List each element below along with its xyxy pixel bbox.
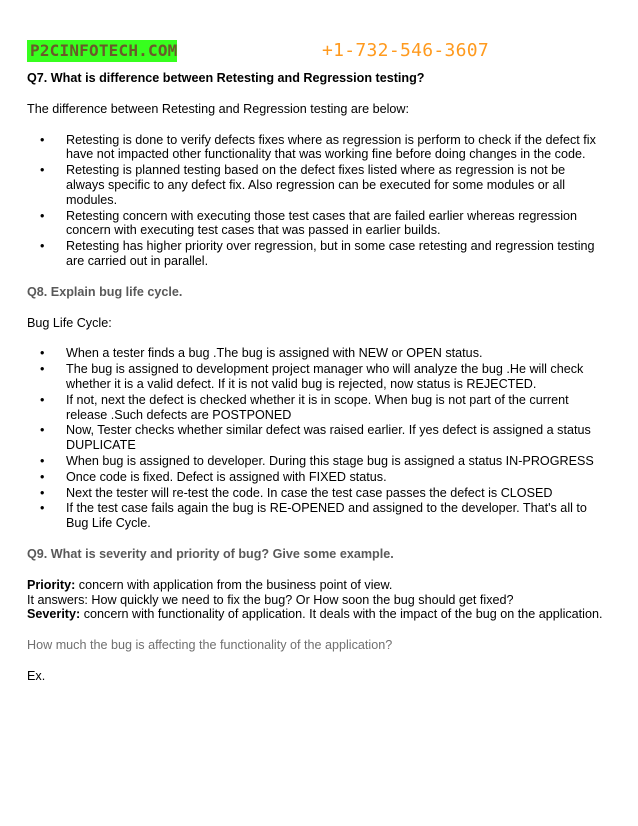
example-label: Ex. — [27, 668, 46, 683]
q8-item: • If the test case fails again the bug is RE-OPENED and assigned to the developer. That's all to Bug Life Cycle. — [27, 501, 607, 531]
q8-item: • When bug is assigned to developer. During this stage bug is assigned a status IN-PROGRESS — [27, 454, 607, 469]
q8-item: • If not, next the defect is checked whether it is in scope. When bug is not part of the current release .Such defects are POSTPONED — [27, 393, 607, 423]
document-body — [27, 71, 607, 684]
priority-text: concern with application from the business point of view. — [75, 577, 393, 592]
severity-label: Severity: — [27, 607, 81, 622]
q9-heading: Q9. What is severity and priority of bug? Give some example. — [27, 546, 394, 561]
priority-line — [27, 578, 607, 593]
q8-item: • When a tester finds a bug .The bug is assigned with NEW or OPEN status. — [27, 346, 607, 361]
phone-number: +1-732-546-3607 — [322, 40, 490, 61]
q7-item: • Retesting is done to verify defects fixes where as regression is perform to check if the defect fix have not impacted other functionality that was working fine before doing changes in the code. — [27, 133, 607, 163]
page-header — [0, 0, 638, 72]
priority-label: Priority: — [27, 577, 76, 592]
q7-intro: The difference between Retesting and Regression testing are below: — [27, 101, 410, 116]
q7-item: • Retesting concern with executing those test cases that are failed earlier whereas regression concern with executing test cases that was passed in earlier builds. — [27, 209, 607, 239]
q7-item: • Retesting is planned testing based on the defect fixes listed where as regression is not be always specific to any defect fix. Also regression can be executed for some modules or all modules. — [27, 163, 607, 207]
answers-line: It answers: How quickly we need to fix the bug? Or How soon the bug should get fixed? — [27, 592, 514, 607]
q8-list — [27, 346, 607, 531]
q8-item: • Next the tester will re-test the code. In case the test case passes the defect is CLOSED — [27, 486, 607, 501]
q7-list — [27, 133, 607, 269]
q8-heading: Q8. Explain bug life cycle. — [27, 284, 183, 299]
spacer — [27, 653, 607, 669]
q8-item: • The bug is assigned to development project manager who will analyze the bug .He will check whether it is a valid defect. If it is not valid bug is rejected, now status is REJECTED. — [27, 362, 607, 392]
severity-line — [27, 607, 607, 622]
gray-note: How much the bug is affecting the functionality of the application? — [27, 638, 393, 653]
q7-item: • Retesting has higher priority over regression, but in some case retesting and regression testing are carried out in parallel. — [27, 239, 607, 269]
q8-item: • Once code is fixed. Defect is assigned with FIXED status. — [27, 470, 607, 485]
severity-text: concern with functionality of application. It deals with the impact of the bug on the application. — [80, 607, 603, 622]
q8-intro: Bug Life Cycle: — [27, 315, 112, 330]
spacer — [27, 622, 607, 638]
q7-heading: Q7. What is difference between Retesting and Regression testing? — [27, 71, 425, 85]
brand-name: P2CINFOTECH.COM — [27, 40, 177, 62]
q8-item: • Now, Tester checks whether similar defect was raised earlier. If yes defect is assigned a status DUPLICATE — [27, 423, 607, 453]
